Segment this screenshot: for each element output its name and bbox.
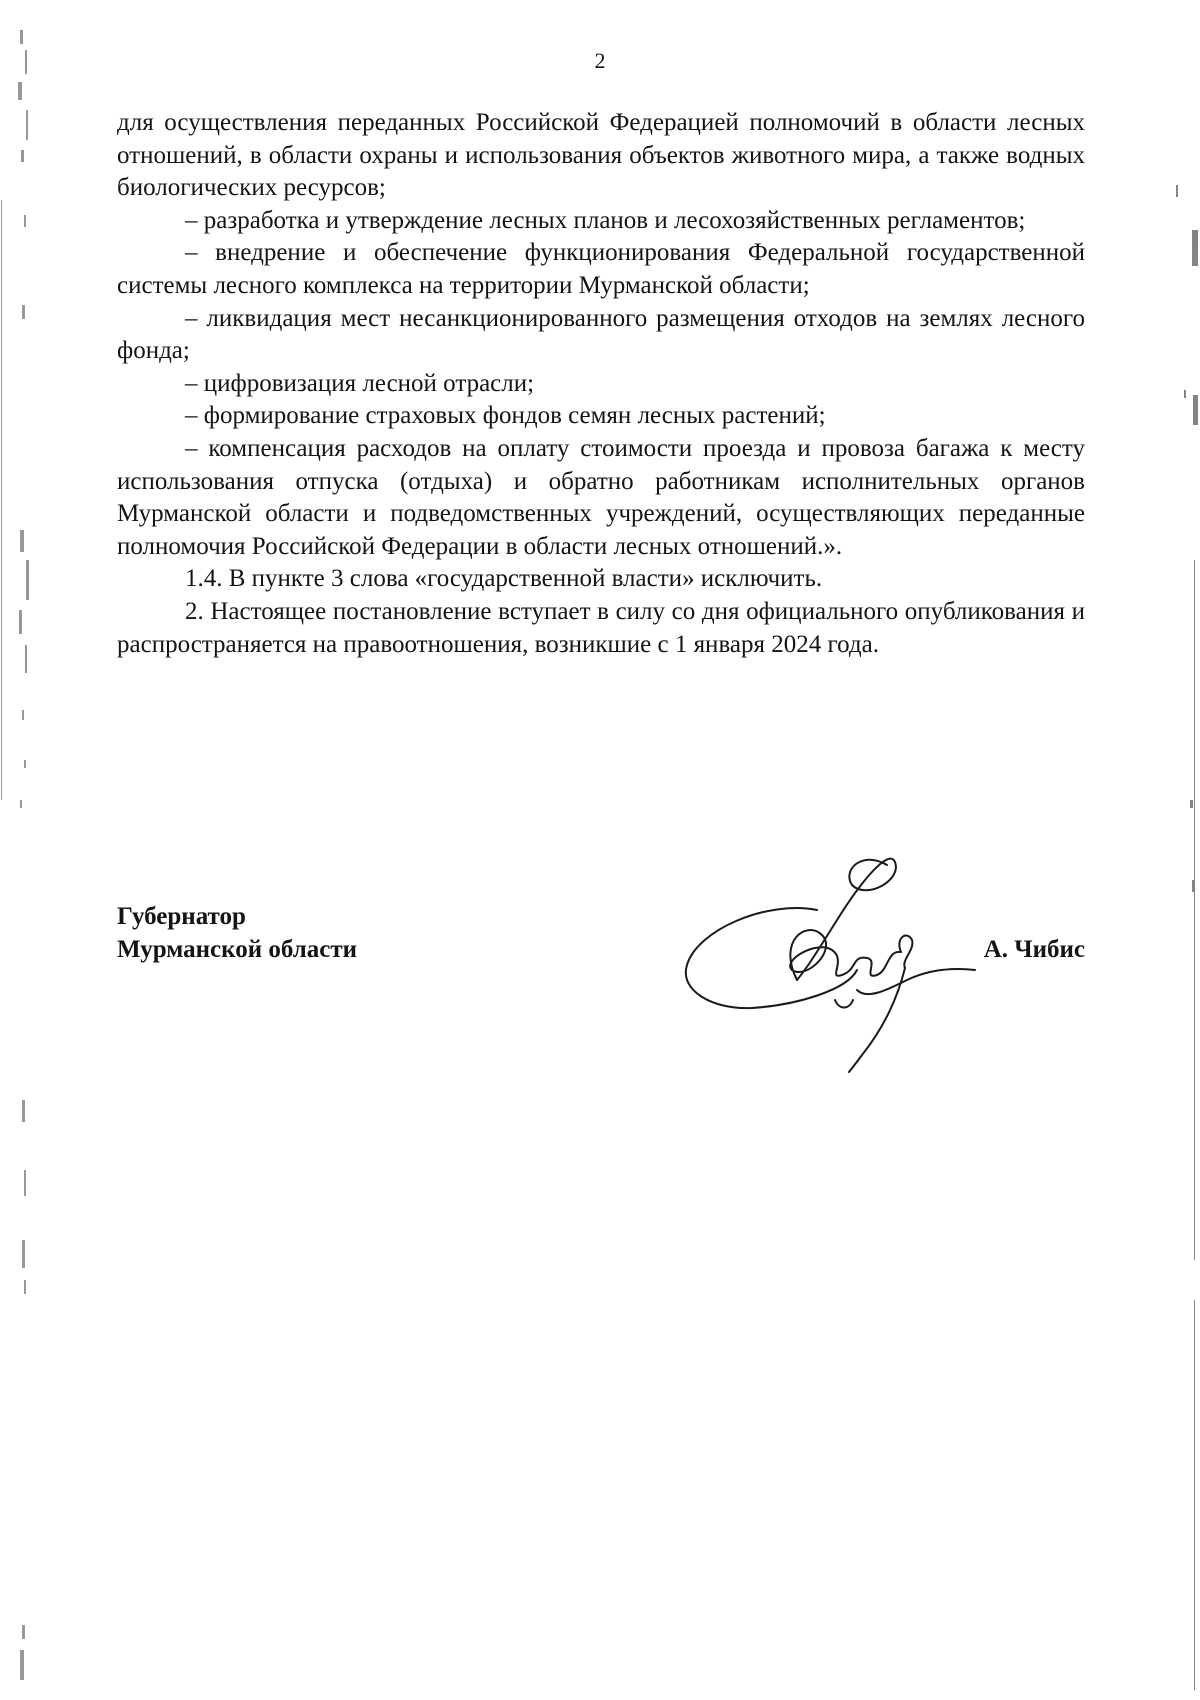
handwritten-signature <box>657 840 1017 1100</box>
paragraph: 2. Настоящее постановление вступает в силу со дня официального опубликования и распространяется на правоотношения, возникшие с 1 января 2024 года. <box>117 597 1085 658</box>
paragraph: 1.4. В пункте 3 слова «государственной власти» исключить. <box>185 565 823 593</box>
signatory-title-line1: Губернатор <box>117 903 246 930</box>
scan-margin-artifacts-right <box>1160 0 1200 1700</box>
signatory-title-line2: Мурманской области <box>117 936 358 963</box>
signatory-title <box>117 900 357 966</box>
list-item: – цифровизация лесной отрасли; <box>185 369 535 397</box>
document-body <box>117 107 1085 661</box>
list-item: – формирование страховых фондов семян лесных растений; <box>185 402 826 430</box>
scan-margin-artifacts-left <box>0 0 60 1700</box>
list-item: – ликвидация мест несанкционированного размещения отходов на землях лесного фонда; <box>117 304 1085 365</box>
page-number: 2 <box>594 48 606 73</box>
list-item: – внедрение и обеспечение функционирования Федеральной государственной системы лесного комплекса на территории Мурманской области; <box>117 239 1085 299</box>
list-item: – разработка и утверждение лесных планов и лесохозяйственных регламентов; <box>185 206 1026 234</box>
paragraph: для осуществления переданных Российской Федерацией полномочий в области лесных отношений, в области охраны и использования объектов животного мира, а также водных биологических ресурсов; <box>117 109 1085 202</box>
list-item: – компенсация расходов на оплату стоимости проезда и провоза багажа к месту использования отпуска (отдыха) и обратно работникам исполнительных органов Мурманской области и подведомственных учреждений, осуществляющих переданные полномочия Российской Федерации в области лесных отношений.». <box>117 434 1085 560</box>
signatory-name: А. Чибис <box>983 936 1085 963</box>
signature-block <box>117 900 1085 1120</box>
